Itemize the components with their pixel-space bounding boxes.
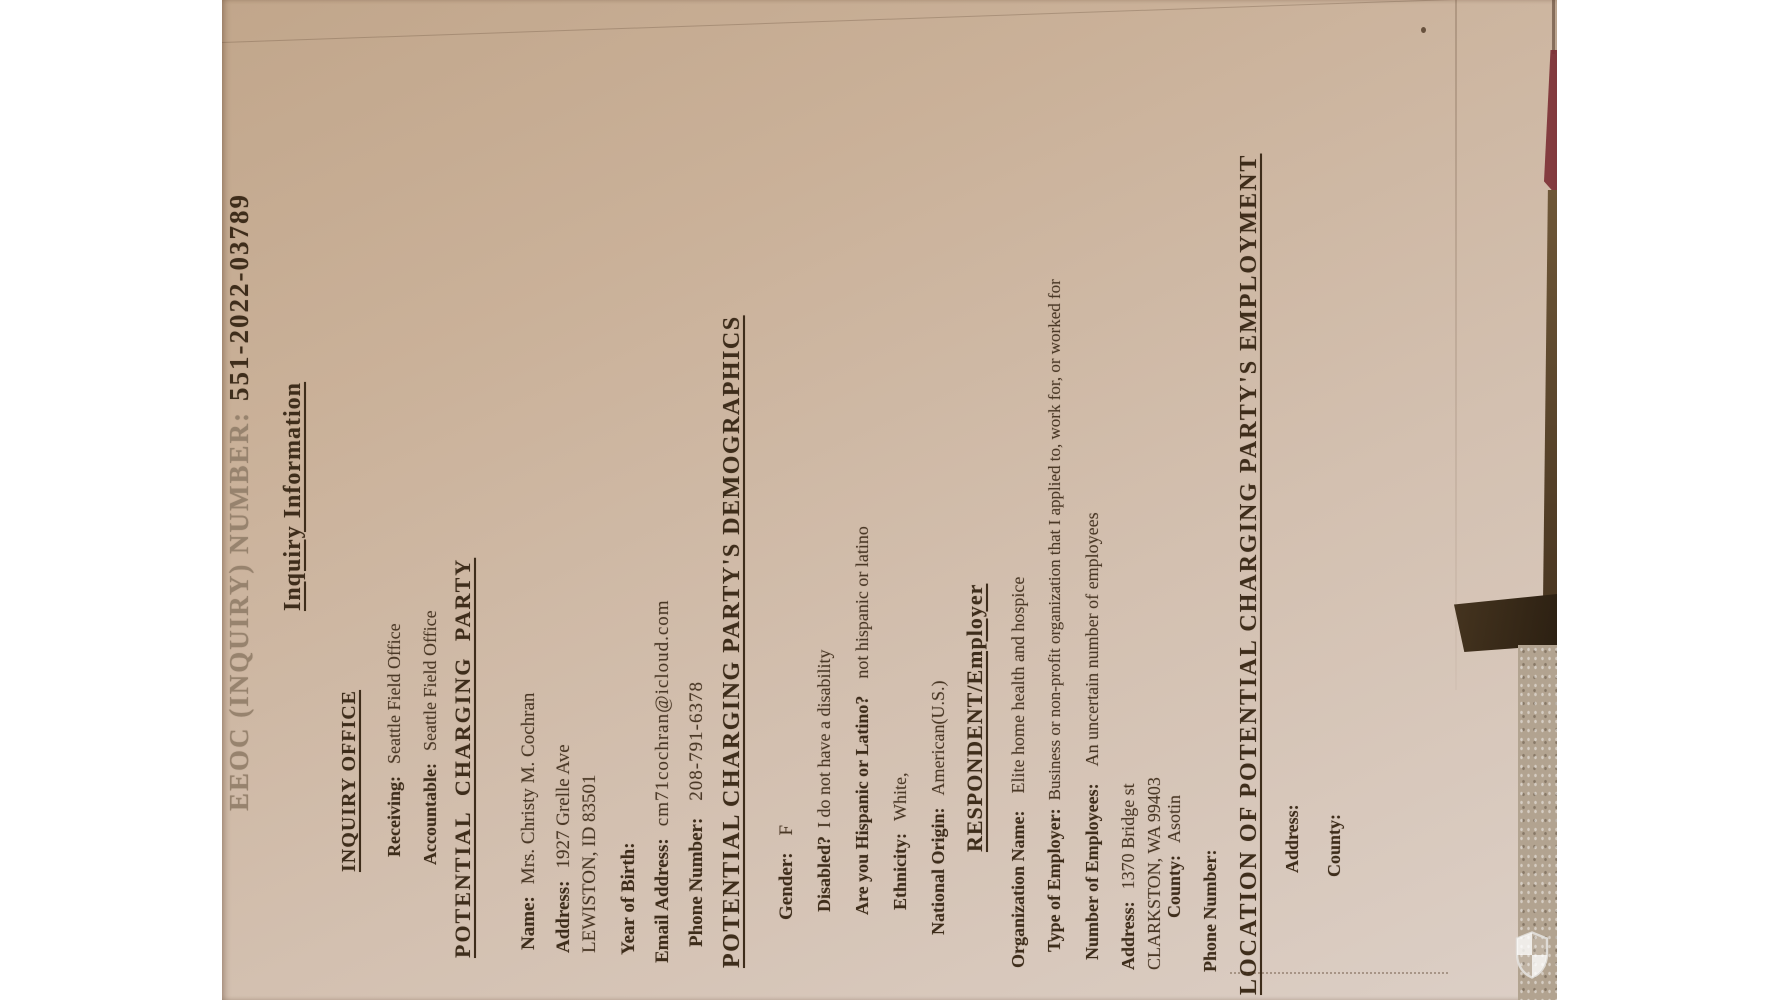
eeoc-inquiry-document [222, 0, 1557, 1000]
section-heading-demographics: POTENTIAL CHARGING PARTY'S DEMOGRAPHICS [719, 315, 745, 968]
field-organization-name: Organization Name:Elite home health and hospice [1008, 576, 1028, 968]
field-accountable: Accountable:Seattle Field Office [420, 610, 440, 865]
field-name: Name:Mrs. Christy M. Cochran [518, 692, 539, 950]
document-photo [222, 0, 1557, 1000]
paper-crease-vertical [1455, 0, 1457, 690]
field-number-of-employees: Number of Employees:An uncertain number of employees [1082, 512, 1102, 960]
field-ethnicity: Ethnicity:White, [890, 772, 910, 910]
field-national-origin: National Origin:American(U.S.) [928, 680, 948, 935]
shield-watermark-icon [1514, 930, 1550, 980]
field-gender: Gender:F [776, 824, 797, 920]
field-respondent-address: Address:1370 Bridge st [1118, 783, 1138, 970]
field-respondent-address-line2: CLARKSTON, WA 99403 [1144, 777, 1164, 970]
field-hispanic: Are you Hispanic or Latino?not hispanic or latino [852, 526, 872, 915]
field-year-of-birth: Year of Birth: [618, 842, 639, 955]
section-heading-potential-charging-party: POTENTIAL CHARGING PARTY [450, 557, 475, 958]
inquiry-number: 551-2022-03789 [224, 192, 254, 401]
section-heading-respondent: RESPONDENT/Employer [962, 583, 987, 852]
section-heading-inquiry-office: INQUIRY OFFICE [338, 689, 360, 872]
ink-speck [1421, 27, 1426, 33]
field-respondent-phone: Phone Number: [1200, 849, 1220, 972]
section-heading-employment-location: LOCATION OF POTENTIAL CHARGING PARTY'S EMPLOYMENT [1236, 153, 1262, 995]
field-employer-type: Type of Employer:Business or non-profit organization that I applied to, work for, or worked for [1044, 279, 1064, 952]
field-location-county: County: [1324, 813, 1344, 877]
field-disabled: Disabled?I do not have a disability [814, 649, 834, 912]
dotted-rule [1230, 972, 1448, 974]
paper-edge-line [1552, 0, 1555, 54]
field-respondent-county: County:Asotin [1164, 794, 1184, 918]
title-line [224, 193, 255, 811]
field-location-address: Address: [1282, 804, 1302, 873]
field-pcp-phone: Phone Number:208-791-6378 [686, 681, 707, 947]
page-heading: Inquiry Information [280, 381, 306, 611]
field-pcp-address-line2: LEWISTON, ID 83501 [579, 774, 600, 953]
field-email: Email Address:cm71cochran@icloud.com [652, 599, 673, 963]
field-receiving: Receiving:Seattle Field Office [384, 623, 404, 857]
field-pcp-address: Address:1927 Grelle Ave [553, 744, 574, 953]
title-label: EEOC (INQUIRY) NUMBER: [224, 410, 254, 811]
